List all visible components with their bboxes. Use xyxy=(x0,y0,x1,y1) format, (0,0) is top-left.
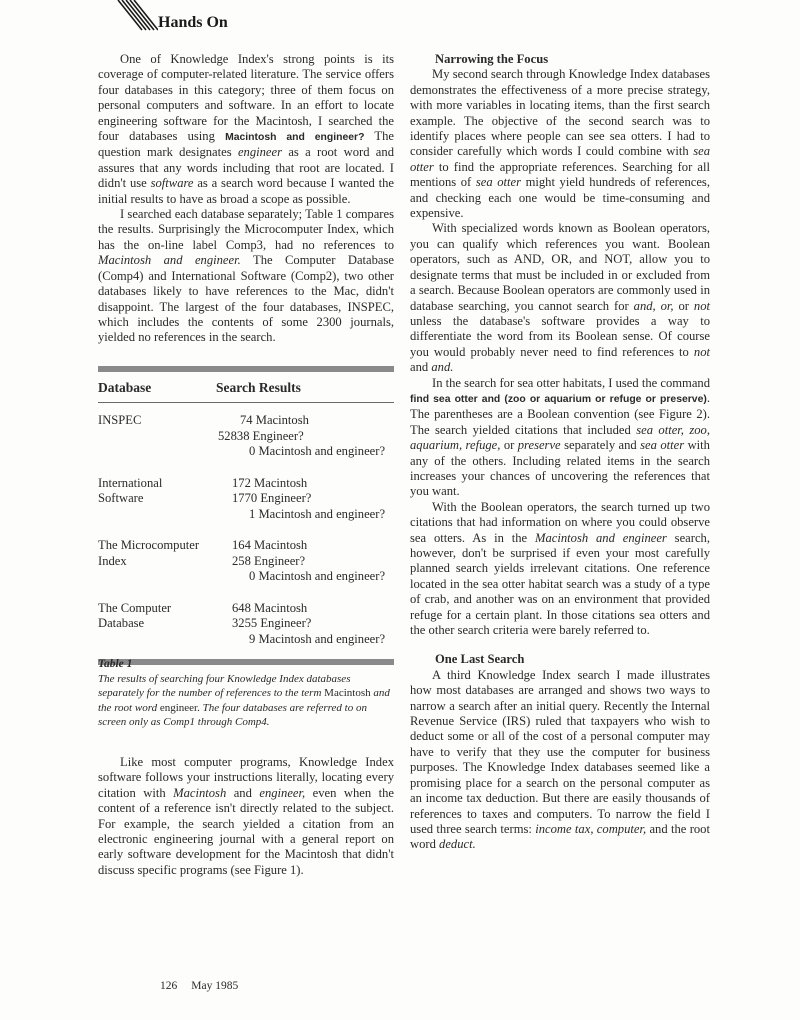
result-cell: 9 Macintosh and engineer? xyxy=(249,631,386,646)
caption-text: The results of searching four Knowledge Index databases separately for the number of references to the term Macintosh and the root word engineer. The four databases are referred to on screen only as Comp1 through Comp4. xyxy=(98,672,390,728)
result-cell: 74 Macintosh xyxy=(240,413,309,427)
heading-narrowing-the-focus: Narrowing the Focus xyxy=(435,52,549,66)
heading-one-last-search: One Last Search xyxy=(435,652,525,667)
result-cell: 1 Macintosh and engineer? xyxy=(249,506,386,521)
page-number: 126 xyxy=(160,980,178,992)
database-name: The Computer xyxy=(98,600,172,615)
table-caption xyxy=(98,657,394,730)
result-cell: 0 Macintosh and engineer? xyxy=(249,444,386,458)
result-cell: 164 Macintosh xyxy=(232,538,308,552)
result-cell: 648 Macintosh xyxy=(232,600,308,615)
left-column xyxy=(98,52,394,346)
table-header xyxy=(98,372,394,403)
page-footer xyxy=(160,980,252,992)
table-row xyxy=(98,601,394,648)
section-title: Hands On xyxy=(158,14,228,31)
diagonal-lines-icon xyxy=(112,0,158,40)
database-name: International xyxy=(98,475,163,490)
column-header-results: Search Results xyxy=(216,380,301,395)
left-paragraph-2: I searched each database separately; Table 1 compares the results. Surprisingly the Microcomputer Index, which has the on-line label Comp3, had no references to Macintosh and engineer. The Computer Database (Comp4) and International Software (Comp2), two other databases likely to have references to the Mac, didn't disappoint. The largest of the four databases, INSPEC, which includes the contents of some 2300 journals, yielded no references in the search. xyxy=(98,207,394,345)
table-1 xyxy=(98,366,394,665)
result-cell: 172 Macintosh xyxy=(232,475,308,490)
database-name: Index xyxy=(98,553,127,568)
database-name: INSPEC xyxy=(98,413,142,427)
database-name: The Microcomputer xyxy=(98,538,200,552)
right-paragraph-4: With the Boolean operators, the search turned up two citations that had information on where you could observe sea otters. As in the Macintosh and engineer search, however, don't be surprised if even your most carefully planned search yields irrelevant citations. One reference located in the sea otter habitat search was a study of a type of crab, and another was on an environment that provided refuge for a certain plant. In those citations sea otters and the other search criteria were barely referred to. xyxy=(410,499,710,638)
table-row xyxy=(98,538,394,585)
left-column-lower xyxy=(98,755,394,878)
result-cell: 0 Macintosh and engineer? xyxy=(249,569,386,583)
result-cell: 1770 Engineer? xyxy=(232,491,312,505)
caption-title: Table 1 xyxy=(98,658,133,670)
table-row xyxy=(98,476,394,523)
right-column xyxy=(410,52,710,853)
column-header-database: Database xyxy=(98,380,152,395)
right-paragraph-5: A third Knowledge Index search I made illustrates how most databases are arranged and shows two ways to narrow a search after an initial query. Recently the Internal Revenue Service (IRS) ruled that taxpayers who wish to deduct some or all of the cost of a personal computer may have to verify that they use the computer for business purposes. The Knowledge Index databases seemed like a promising place for a search on the personal computer as an income tax deduction. But there are easily thousands of references to taxes and computers. To narrow the field I used three search terms: income tax, computer, and the root word deduct. xyxy=(410,667,710,852)
right-paragraph-2: With specialized words known as Boolean operators, you can qualify which references you want. Boolean operators, such as AND, OR, and NOT, allow you to designate terms that must be included in or excluded from a search. Because Boolean operators are commonly used in database searching, you cannot search for and, or, or not unless the database's software provides a way to differentiate the word from its Boolean sense. Of course you would probably never need to find references to not and and. xyxy=(410,221,711,375)
database-name: Software xyxy=(98,491,144,505)
result-cell: 52838 Engineer? xyxy=(218,428,304,443)
result-cell: 258 Engineer? xyxy=(232,553,306,568)
section-header xyxy=(112,0,412,40)
database-name: Database xyxy=(98,616,145,630)
left-paragraph-1: One of Knowledge Index's strong points is its coverage of computer-related literature. The service offers four databases in this category; three of them focus on personal computers and software. In an effort to locate engineering software for the Macintosh, I searched the four databases using Macintosh and engineer? The question mark designates engineer as a root word and assures that any words including that root are located. I didn't use software as a search word because I wanted the initial results to have as broad a scope as possible. xyxy=(98,52,394,206)
left-paragraph-3: Like most computer programs, Knowledge Index software follows your instructions literally, locating every citation with Macintosh and engineer, even when the content of a reference isn't directly related to the subject. For example, the search yielded a citation from an electronic engineering journal with a general report on early software development for the Macintosh that didn't discuss specific programs (see Figure 1). xyxy=(98,755,394,877)
right-paragraph-3: In the search for sea otter habitats, I used the command find sea otter and (zoo or aquarium or refuge or preserve). The parentheses are a Boolean convention (see Figure 2). The search yielded citations that included sea otter, zoo, aquarium, refuge, or preserve separately and sea otter with any of the others. Including related items in the search increases your chances of uncovering the references that you want. xyxy=(410,375,711,499)
right-paragraph-1: My second search through Knowledge Index databases demonstrates the effectiveness of a more precise strategy, with more variables in locating items, than the first search example. The objective of the second search was to identify places where people can see sea otters. I had to consider carefully which words I could combine with sea otter to find the appropriate references. Searching for all mentions of sea otter might yield hundreds of references, and checking each one would be time-consuming and expensive. xyxy=(410,67,710,221)
table-row xyxy=(98,413,394,460)
issue-date: May 1985 xyxy=(191,980,239,992)
result-cell: 3255 Engineer? xyxy=(232,616,312,630)
